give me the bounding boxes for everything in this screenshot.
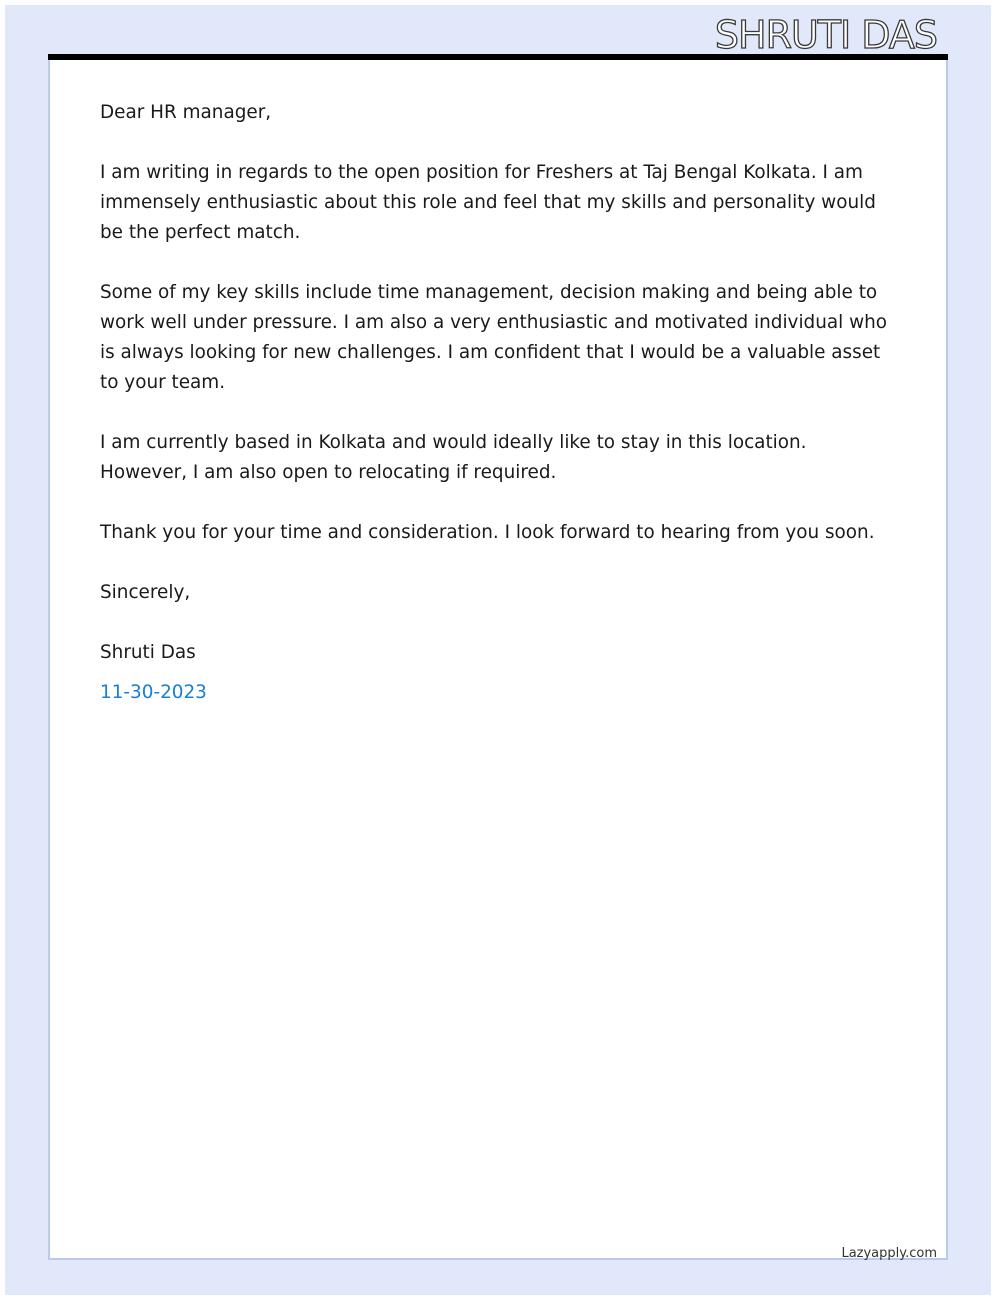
letter-date: 11-30-2023 bbox=[100, 682, 207, 703]
letter-paragraph: Some of my key skills include time management, decision making and being able to work well under pressure. I am also a very enthusiastic and motivated individual who is always looking for new challenges. I am confident that I would be a valuable asset to your team. bbox=[100, 282, 888, 393]
letter-paragraph: I am currently based in Kolkata and would ideally like to stay in this location. However, I am also open to relocating if required. bbox=[100, 432, 807, 483]
letter-signature: Shruti Das bbox=[100, 642, 196, 663]
letter-closing: Sincerely, bbox=[100, 582, 191, 603]
letter-paragraph: I am writing in regards to the open position for Freshers at Taj Bengal Kolkata. I am immensely enthusiastic about this role and feel that my skills and personality would be the perfect match. bbox=[100, 162, 876, 243]
footer-brand: Lazyapply.com bbox=[841, 1246, 937, 1261]
letter-salutation: Dear HR manager, bbox=[100, 102, 272, 123]
letter-paragraph: Thank you for your time and consideration. I look forward to hearing from you soon. bbox=[100, 522, 875, 543]
letter-body bbox=[100, 98, 890, 708]
header-name: SHRUTI DAS bbox=[714, 13, 937, 57]
